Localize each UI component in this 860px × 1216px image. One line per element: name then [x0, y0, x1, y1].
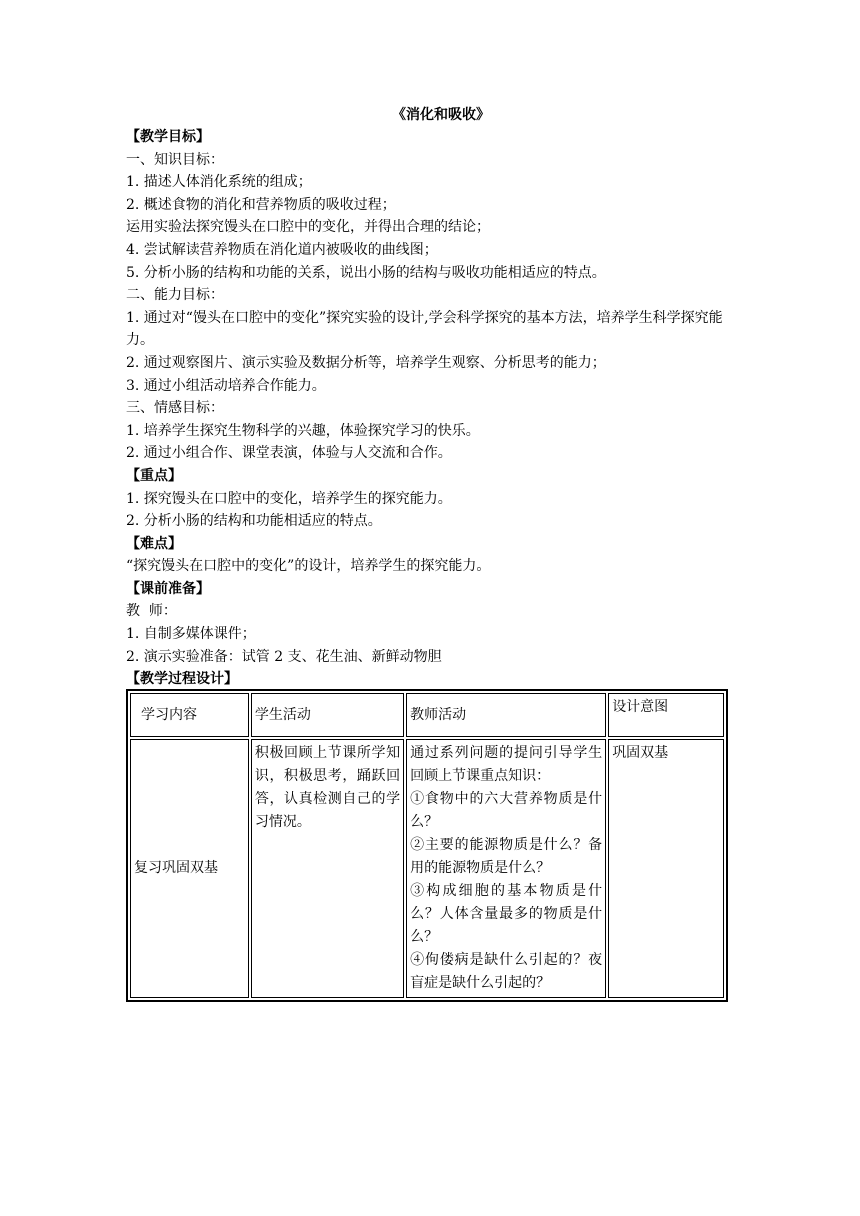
- emotion-item-1: 1. 培养学生探究生物科学的兴趣，体验探究学习的快乐。: [126, 422, 480, 439]
- subheading-knowledge: 一、知识目标：: [126, 151, 224, 168]
- header-teacher-activity: 教师活动: [406, 693, 606, 737]
- knowledge-item-5: 5. 分析小肠的结构和功能的关系，说出小肠的结构与吸收功能相适应的特点。: [126, 264, 606, 281]
- section-heading-process: 【教学过程设计】: [126, 671, 238, 688]
- knowledge-item-3: 运用实验法探究馒头在口腔中的变化，并得出合理的结论；: [126, 219, 490, 236]
- document-body: [126, 104, 746, 691]
- process-design-table: [126, 689, 728, 1002]
- section-heading-preparation: 【课前准备】: [126, 580, 210, 597]
- section-heading-objectives: 【教学目标】: [126, 129, 210, 145]
- teacher-question-2: ②主要的能源物质是什么？备用的能源物质是什么？: [410, 837, 603, 876]
- section-heading-difficulty: 【难点】: [126, 535, 182, 552]
- cell-design-intent: 巩固双基: [608, 739, 724, 998]
- preparation-item-2: 2. 演示实验准备：试管 2 支、花生油、新鲜动物胆: [126, 648, 442, 665]
- cell-teacher-activity: [406, 739, 606, 998]
- table-row: [130, 739, 724, 998]
- knowledge-item-2: 2. 概述食物的消化和营养物质的吸收过程；: [126, 196, 396, 213]
- table-header-row: [130, 693, 724, 737]
- subheading-ability: 二、能力目标：: [126, 287, 224, 304]
- cell-learning-content: 复习巩固双基: [130, 739, 249, 998]
- section-heading-key-points: 【重点】: [126, 467, 182, 484]
- teacher-intro: 通过系列问题的提问引导学生回顾上节课重点知识：: [410, 745, 603, 784]
- ability-item-1: 1. 通过对“馒头在口腔中的变化”探究实验的设计,学会科学探究的基本方法，培养学生科学探究能力。: [126, 309, 723, 349]
- ability-item-3: 3. 通过小组活动培养合作能力。: [126, 377, 326, 394]
- key-point-1: 1. 探究馒头在口腔中的变化，培养学生的探究能力。: [126, 490, 452, 507]
- preparation-teacher-label: 教 师：: [126, 603, 177, 620]
- key-point-2: 2. 分析小肠的结构和功能相适应的特点。: [126, 513, 382, 530]
- document-title: 《消化和吸收》: [392, 107, 490, 123]
- preparation-item-1: 1. 自制多媒体课件；: [126, 626, 256, 643]
- subheading-emotion: 三、情感目标：: [126, 400, 224, 417]
- knowledge-item-1: 1. 描述人体消化系统的组成；: [126, 174, 312, 191]
- teacher-question-3: ③构成细胞的基本物质是什么？人体含量最多的物质是什么？: [410, 883, 603, 945]
- emotion-item-2: 2. 通过小组合作、课堂表演，体验与人交流和合作。: [126, 445, 452, 462]
- header-student-activity: 学生活动: [251, 693, 404, 737]
- knowledge-item-4: 4. 尝试解读营养物质在消化道内被吸收的曲线图；: [126, 241, 438, 258]
- difficulty-item: “探究馒头在口腔中的变化”的设计，培养学生的探究能力。: [126, 558, 491, 575]
- ability-item-2: 2. 通过观察图片、演示实验及数据分析等，培养学生观察、分析思考的能力；: [126, 354, 606, 371]
- teacher-question-4: ④佝偻病是缺什么引起的？夜盲症是缺什么引起的？: [410, 952, 603, 991]
- teacher-question-1: ①食物中的六大营养物质是什么？: [410, 791, 603, 830]
- header-design-intent: 设计意图: [608, 693, 724, 737]
- header-learning-content: 学习内容: [130, 693, 249, 737]
- cell-student-activity: 积极回顾上节课所学知识，积极思考，踊跃回答，认真检测自己的学习情况。: [251, 739, 404, 998]
